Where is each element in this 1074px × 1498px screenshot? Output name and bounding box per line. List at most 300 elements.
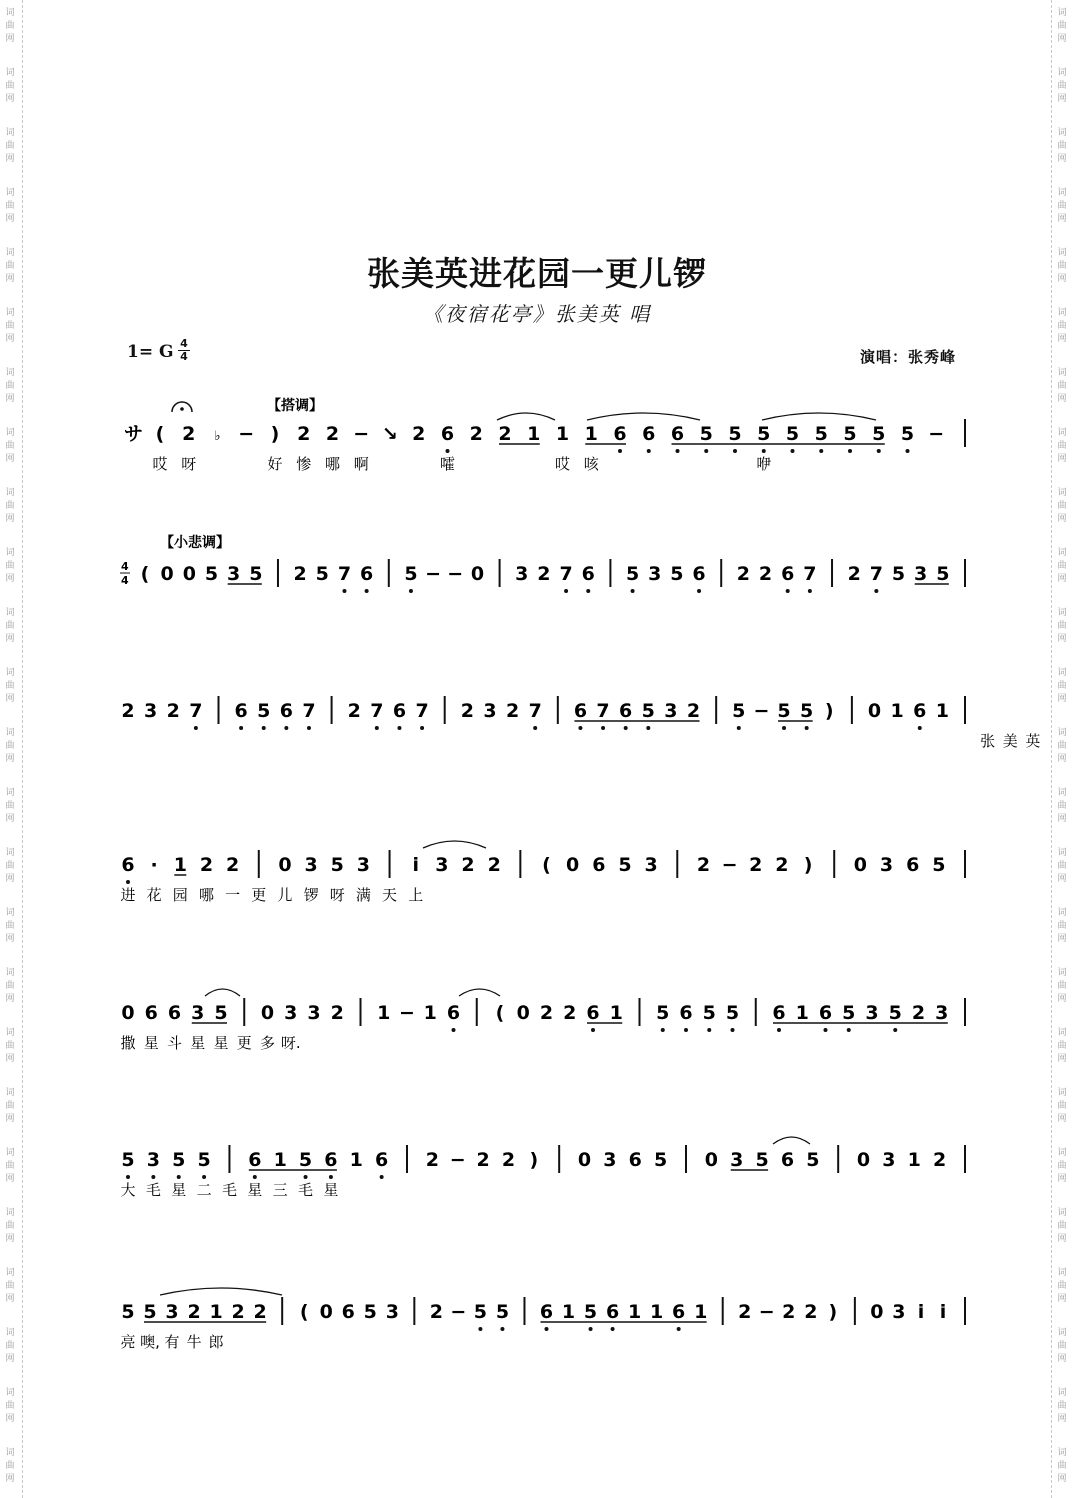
margin-watermark-char: 网 [5,274,15,284]
note: 3 [385,1301,399,1323]
note: 5 [843,423,857,445]
key-signature: 1= G [127,342,174,362]
margin-watermark-char: 曲 [5,441,15,451]
low-octave-dot [601,726,605,730]
lyric-syllable: 毛 [298,1181,314,1199]
margin-watermark-char: 网 [1057,514,1067,524]
low-octave-dot [808,589,812,593]
note: 6 [144,1002,158,1024]
low-octave-dot [202,1175,206,1179]
note: − [425,563,442,585]
note: 3 [356,854,371,876]
note: 7 [803,563,817,585]
note: 5 [473,1301,488,1323]
note: 6 [619,700,633,722]
note: 2 [911,1002,926,1024]
low-octave-dot [545,1327,549,1331]
inline-time-sig-bottom: 4 [121,574,129,587]
low-octave-dot [380,1175,384,1179]
time-signature-denominator: 4 [180,350,188,363]
note: 2 [226,854,240,876]
margin-watermark-char: 词 [5,1448,15,1458]
note: 3 [865,1002,879,1024]
note: i [412,854,419,876]
margin-watermark-char: 词 [5,968,15,978]
low-octave-dot [791,449,795,453]
low-octave-dot [409,589,413,593]
note: 3 [435,854,449,876]
note: 0 [853,854,867,876]
margin-watermark-char: 词 [5,788,15,798]
margin-watermark-char: 网 [1057,994,1067,1004]
note: ( [542,854,551,876]
note: 5 [330,854,344,876]
low-octave-dot [586,589,590,593]
note: 0 [870,1301,884,1323]
margin-watermark-char: 网 [1057,874,1067,884]
lyric-syllable: 噢, [140,1333,160,1351]
note: ) [824,700,834,722]
margin-watermark-char: 曲 [5,1041,15,1051]
lyric-syllable: 哎 [554,455,571,473]
note: 6 [906,854,920,876]
low-octave-dot [239,726,243,730]
note: 6 [586,1002,600,1024]
margin-watermark-char: 词 [5,548,15,558]
margin-watermark-char: 网 [1057,1114,1067,1124]
margin-watermark-char: 曲 [1057,441,1067,451]
note: 1 [935,700,949,722]
note: 2 [182,423,196,445]
margin-watermark-char: 曲 [5,381,15,391]
margin-watermark-char: 曲 [5,81,15,91]
note: 0 [121,1002,135,1024]
slur-arc [497,413,555,420]
note: 5 [121,1301,135,1323]
margin-watermark-char: 曲 [1057,561,1067,571]
margin-watermark-char: 词 [5,368,15,378]
margin-watermark-char: 网 [5,154,15,164]
note: 3 [882,1149,896,1171]
lyric-syllable: 星 [247,1181,263,1199]
margin-watermark-char: 曲 [5,261,15,271]
lyric-syllable: 上 [408,886,424,904]
lyric-syllable: 斗 [166,1034,183,1052]
margin-watermark-char: 曲 [1057,741,1067,751]
note: 5 [936,563,950,585]
low-octave-dot [805,726,809,730]
low-octave-dot [397,726,401,730]
note: ↘ [382,423,398,445]
margin-watermark-char: 网 [5,1114,15,1124]
note: 7 [869,563,883,585]
lyric-syllable: 哪 [324,455,341,473]
note: 6 [539,1301,554,1323]
note: 5 [625,563,640,585]
low-octave-dot [707,1028,711,1032]
note: ) [270,423,280,445]
lyric-syllable: 咳 [583,455,599,473]
low-octave-dot [478,1327,482,1331]
note: 5 [214,1002,228,1024]
margin-watermark-char: 网 [5,694,15,704]
note: 6 [248,1149,262,1171]
low-octave-dot [194,726,198,730]
margin-watermark-char: 网 [1057,814,1067,824]
time-signature-numerator: 4 [180,337,188,350]
low-octave-dot [737,726,741,730]
low-octave-dot [646,726,650,730]
margin-watermark-char: 曲 [1057,1161,1067,1171]
margin-watermark-char: 网 [1057,694,1067,704]
margin-watermark-char: 曲 [5,621,15,631]
margin-watermark-char: 网 [5,1474,15,1484]
lyric-syllable: 呀 [181,455,197,473]
margin-watermark-char: 网 [5,754,15,764]
lyric-syllable: 儿 [277,886,293,904]
note: 5 [891,563,906,585]
low-octave-dot [307,726,311,730]
margin-watermark-char: 网 [5,514,15,524]
low-octave-dot [848,449,852,453]
note: − [928,423,945,445]
note: 2 [847,563,861,585]
lyric-syllable: 咿 [756,455,772,473]
note: 7 [528,700,542,722]
song-title: 张美英进花园一更儿锣 [367,254,707,293]
note: 3 [515,563,529,585]
note: 2 [487,854,501,876]
low-octave-dot [591,1028,595,1032]
note: 6 [772,1002,786,1024]
margin-watermark-char: 曲 [1057,861,1067,871]
lyric-syllable: 撒 [120,1034,136,1052]
note: 3 [144,700,158,722]
note: 5 [699,423,713,445]
margin-watermark-char: 词 [5,8,15,18]
low-octave-dot [782,726,786,730]
note: 5 [900,423,915,445]
margin-watermark-char: 网 [5,214,15,224]
margin-watermark-char: 词 [1057,1268,1067,1278]
margin-watermark-char: 词 [1057,488,1067,498]
margin-watermark-char: 网 [5,1294,15,1304]
margin-watermark-char: 曲 [1057,621,1067,631]
margin-watermark-char: 曲 [5,741,15,751]
margin-watermark-char: 词 [5,308,15,318]
low-octave-dot [777,1028,781,1032]
note: 6 [670,423,685,445]
low-octave-dot [446,449,450,453]
note: ) [803,854,813,876]
low-octave-dot [578,726,582,730]
lyric-syllable: 英 [1025,732,1041,750]
note: 6 [341,1301,355,1323]
note: − [238,423,255,445]
low-octave-dot [342,589,346,593]
note: 6 [234,700,248,722]
margin-watermark-char: 网 [1057,634,1067,644]
margin-watermark-char: 词 [5,1148,15,1158]
note: 2 [933,1149,947,1171]
note: 3 [648,563,662,585]
note: ) [828,1301,838,1323]
note: 6 [167,1002,182,1024]
margin-watermark-char: 网 [5,934,15,944]
margin-watermark-char: 词 [1057,1448,1067,1458]
margin-watermark-char: 网 [1057,34,1067,44]
note: 1 [423,1002,437,1024]
margin-watermark-char: 曲 [5,141,15,151]
margin-watermark-char: 网 [1057,1174,1067,1184]
low-octave-dot [677,1327,681,1331]
margin-watermark-char: 曲 [5,501,15,511]
lyric-syllable: 啊 [353,455,369,473]
margin-watermark-char: 网 [1057,394,1067,404]
note: 5 [872,423,886,445]
note: 2 [325,423,340,445]
section-label-intro: 【搭调】 [267,398,323,414]
lyric-syllable: 嚯 [439,455,456,473]
note: 2 [429,1301,443,1323]
margin-watermark-char: 网 [1057,1294,1067,1304]
lyric-syllable: 张 [980,732,996,750]
margin-watermark-char: 曲 [1057,801,1067,811]
note: 3 [664,700,678,722]
section-label-main: 【小悲调】 [160,535,230,551]
performer-credit: 演唱：张秀峰 [860,348,957,366]
note: 2 [121,700,135,722]
margin-watermark-char: 网 [5,994,15,1004]
note: 3 [165,1301,179,1323]
margin-watermark-char: 词 [1057,728,1067,738]
note: 0 [566,854,580,876]
note: 6 [692,563,706,585]
note: ( [155,423,165,445]
margin-watermark-char: 曲 [1057,1041,1067,1051]
margin-watermark-char: 词 [5,1088,15,1098]
margin-watermark-char: 曲 [1057,501,1067,511]
note: 5 [888,1002,902,1024]
margin-watermark-char: 词 [1057,1328,1067,1338]
note: 6 [592,854,606,876]
low-octave-dot [733,449,737,453]
note: 6 [375,1149,389,1171]
note: 5 [583,1301,598,1323]
note: 2 [738,1301,752,1323]
margin-watermark-char: 曲 [1057,201,1067,211]
note: 1 [349,1149,363,1171]
low-octave-dot [126,1175,130,1179]
note: 0 [856,1149,871,1171]
margin-watermark-char: 词 [5,668,15,678]
margin-watermark-char: 曲 [5,1341,15,1351]
note: 6 [613,423,627,445]
margin-watermark-char: 词 [5,488,15,498]
note: 5 [806,1149,820,1171]
note: 5 [618,854,632,876]
note: 1 [527,423,541,445]
margin-watermark-char: 网 [5,454,15,464]
note: 3 [146,1149,160,1171]
margin-watermark-char: 词 [1057,548,1067,558]
margin-watermark-char: 词 [5,188,15,198]
note: 1 [694,1301,708,1323]
margin-watermark-char: 网 [5,1054,15,1064]
low-octave-dot [661,1028,665,1032]
margin-watermark-char: 网 [1057,1354,1067,1364]
margin-watermark-char: 曲 [5,801,15,811]
margin-watermark-char: 网 [1057,94,1067,104]
margin-watermark-char: 曲 [5,1461,15,1471]
note: 7 [370,700,384,722]
lyric-syllable: 哪 [198,886,214,904]
note: 5 [121,1149,135,1171]
note: 2 [412,423,426,445]
note: 6 [573,700,588,722]
margin-watermark-char: 词 [1057,1028,1067,1038]
note: 2 [758,563,773,585]
margin-watermark-char: 词 [1057,968,1067,978]
note: 1 [627,1301,642,1323]
margin-watermark-char: 网 [5,1354,15,1364]
margin-watermark-char: 词 [5,248,15,258]
note: 7 [189,700,203,722]
low-octave-dot [284,726,288,730]
note: 0 [516,1002,530,1024]
low-octave-dot [177,1175,181,1179]
lyric-syllable: 星 [323,1181,339,1199]
low-octave-dot [262,726,266,730]
lyric-syllable: 星 [213,1034,229,1052]
note: 3 [730,1149,744,1171]
note: 2 [501,1149,516,1171]
note: − [353,423,370,445]
slur-arc [423,841,486,848]
lyric-syllable: 哎 [152,455,168,473]
note: 7 [596,700,610,722]
note: − [447,563,464,585]
lyric-syllable: 更 [251,886,267,904]
margin-watermark-char: 网 [5,814,15,824]
margin-watermark-char: 曲 [5,1401,15,1411]
note: 1 [273,1149,287,1171]
note: 2 [461,854,475,876]
note: 5 [495,1301,510,1323]
margin-watermark-char: 词 [1057,1148,1067,1158]
low-octave-dot [893,1028,897,1032]
inline-time-sig-top: 4 [121,560,129,573]
margin-watermark-char: 网 [1057,334,1067,344]
lyric-syllable: 二 [196,1181,212,1199]
note: 2 [505,700,520,722]
note: 2 [330,1002,344,1024]
note: i [917,1301,925,1323]
note: 2 [469,423,483,445]
margin-watermark-char: 词 [1057,68,1067,78]
margin-watermark-char: 网 [5,1414,15,1424]
low-octave-dot [647,449,651,453]
lyric-syllable: 天 [382,886,398,904]
note: 6 [581,563,595,585]
margin-watermark-char: 词 [1057,368,1067,378]
low-octave-dot [365,589,369,593]
lyric-syllable: 满 [355,886,371,904]
note: 1 [584,423,598,445]
low-octave-dot [589,1327,593,1331]
margin-watermark-char: 词 [5,848,15,858]
note: ♭ [214,429,221,444]
lyric-syllable: 郎 [208,1333,224,1351]
low-octave-dot [329,1175,333,1179]
lyric-syllable: 花 [146,886,162,904]
note: 1 [209,1301,223,1323]
low-octave-dot [676,449,680,453]
note: 5 [757,423,771,445]
note: 2 [696,854,711,876]
note: − [758,1301,775,1323]
note: 0 [577,1149,592,1171]
note: 6 [121,854,135,876]
note: 2 [775,854,789,876]
margin-watermark-char: 曲 [1057,1401,1067,1411]
note: 2 [539,1002,554,1024]
margin-watermark-char: 词 [5,1328,15,1338]
note: 6 [392,700,407,722]
margin-watermark-char: 词 [1057,1088,1067,1098]
lyric-syllable: 星 [143,1034,159,1052]
note: 3 [307,1002,321,1024]
lyric-syllable: 毛 [145,1181,161,1199]
note: 2 [231,1301,245,1323]
note: 2 [749,854,763,876]
note: 0 [319,1301,333,1323]
note: 5 [172,1149,186,1171]
note: 1 [907,1149,921,1171]
note: 0 [160,563,174,585]
note: i [939,1301,947,1323]
lyric-syllable: 毛 [221,1181,237,1199]
note: 3 [603,1149,617,1171]
free-meter-mark: サ [124,423,144,445]
note: ( [299,1301,309,1323]
note: 5 [298,1149,313,1171]
note: 5 [800,700,814,722]
note: 3 [304,854,318,876]
low-octave-dot [564,589,568,593]
margin-watermark-char: 词 [5,608,15,618]
low-octave-dot [611,1327,615,1331]
note: 3 [191,1002,205,1024]
note: 3 [914,563,928,585]
note: 1 [173,854,187,876]
note: 6 [279,700,293,722]
low-octave-dot [906,449,910,453]
note: 2 [686,700,701,722]
margin-watermark-char: 曲 [1057,141,1067,151]
note: 2 [253,1301,267,1323]
margin-watermark-char: 曲 [1057,921,1067,931]
slur-arc [205,989,240,996]
lyric-syllable: 进 [120,886,136,904]
low-octave-dot [819,449,823,453]
low-octave-dot [533,726,537,730]
margin-watermark-char: 曲 [1057,1341,1067,1351]
note: 2 [563,1002,577,1024]
margin-watermark-char: 曲 [5,981,15,991]
note: 1 [795,1002,809,1024]
low-octave-dot [847,1028,851,1032]
